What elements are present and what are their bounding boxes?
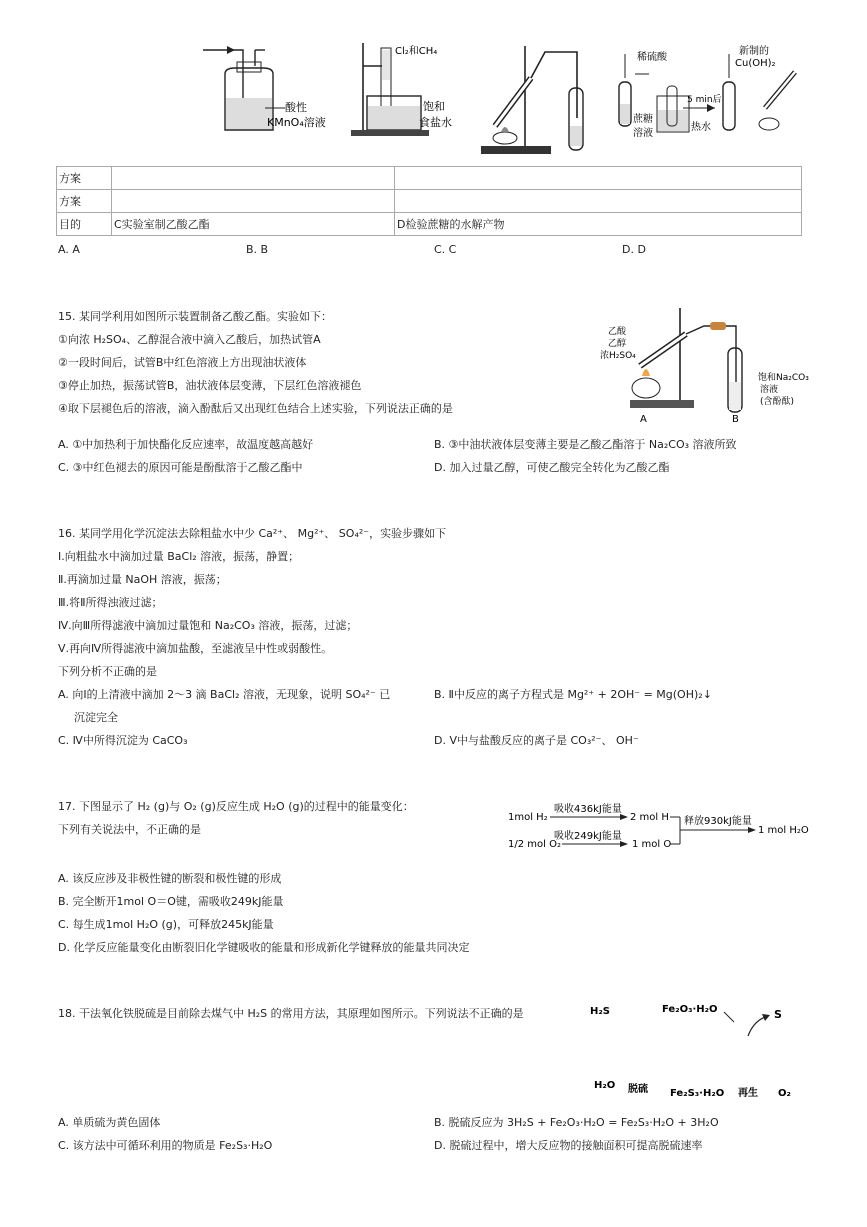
cycle-h2o: H₂O [594,1080,616,1091]
q16-option-c: C. Ⅳ中所得沉淀为 CaCO₃ [58,734,188,747]
cycle-s: S [774,1008,782,1021]
q16-step2: Ⅱ.再滴加过量 NaOH 溶液，振荡； [58,573,227,586]
energy-diagram [506,800,811,862]
q14-option-d: D. D [622,243,646,256]
fig-d-hot-water: 热水 [691,122,711,133]
energy-1mol-h2: 1mol H₂ [508,812,548,823]
q16-question: 下列分析不正确的是 [58,665,157,678]
q15-step1: ①向浓 H₂SO₄、乙醇混合液中滴入乙酸后，加热试管A [58,333,321,346]
cycle-o2: O₂ [778,1088,791,1099]
q17-option-b: B. 完全断开1mol O＝O键，需吸收249kJ能量 [58,895,284,908]
q15-fig-l2: 乙醇 [608,339,627,349]
fig-d-sucrose2: 溶液 [633,128,653,139]
q15-stem: 15. 某同学利用如图所示装置制备乙酸乙酯。实验如下： [58,310,332,323]
q18-option-b: B. 脱硫反应为 3H₂S + Fe₂O₃·H₂O = Fe₂S₃·H₂O + 3H₂O [434,1116,719,1129]
q18-stem: 18. 干法氧化铁脱硫是目前除去煤气中 H₂S 的常用方法，其原理如图所示。下列说法不正确的是 [58,1007,524,1020]
cycle-fe2s3: Fe₂S₃·H₂O [670,1088,725,1099]
fig-d-time: 5 min后 [687,95,722,105]
q18-option-d: D. 脱硫过程中，增大反应物的接触面积可提高脱硫速率 [434,1139,703,1152]
q17-option-a: A. 该反应涉及非极性键的断裂和极性键的形成 [58,872,282,885]
ester-prep-figure [481,46,583,154]
cycle-h2s: H₂S [590,1006,610,1017]
q16-option-a-line2: 沉淀完全 [74,711,118,724]
energy-release-930: 释放930kJ能量 [684,816,752,827]
fig-b-label2: 食盐水 [419,116,452,129]
q16-stem: 16. 某同学用化学沉淀法去除粗盐水中少 Ca²⁺、 Mg²⁺、 SO₄²⁻，实验步骤如下 [58,527,447,540]
q15-option-c: C. ③中红色褪去的原因可能是酚酞溶于乙酸乙酯中 [58,461,303,474]
q15-option-d: D. 加入过量乙醇，可使乙酸完全转化为乙酸乙酯 [434,461,670,474]
q18-option-a: A. 单质硫为黄色固体 [58,1116,161,1129]
table-row2-label: 方案 [57,190,112,213]
energy-absorb-249: 吸收249kJ能量 [554,831,622,842]
cycle-regen: 再生 [738,1088,758,1099]
q16-option-b: B. Ⅱ中反应的离子方程式是 Mg²⁺ + 2OH⁻ = Mg(OH)₂↓ [434,688,712,701]
purpose-d: D检验蔗糖的水解产物 [395,213,802,236]
table-row3-label: 目的 [57,213,112,236]
q15-fig-r1: 饱和Na₂CO₃ [758,373,809,383]
q14-option-c: C. C [434,243,457,256]
q17-stem: 17. 下图显示了 H₂ (g)与 O₂ (g)反应生成 H₂O (g)的过程中的能量变化： [58,800,414,813]
q17-option-c: C. 每生成1mol H₂O (g)，可释放245kJ能量 [58,918,274,931]
q15-step4: ④取下层褪色后的溶液，滴入酚酞后又出现红色结合上述实验，下列说法正确的是 [58,402,453,415]
q15-fig-l3: 浓H₂SO₄ [600,351,636,361]
table-row1-label: 方案 [57,167,112,190]
energy-1mol-h2o: 1 mol H₂O [758,825,809,836]
desulfurization-cycle-diagram [588,996,803,1104]
energy-2mol-h: 2 mol H [630,812,669,823]
q17-option-d: D. 化学反应能量变化由断裂旧化学键吸收的能量和形成新化学键释放的能量共同决定 [58,941,470,954]
q15-fig-r2: 溶液 [760,385,779,395]
energy-half-mol-o2: 1/2 mol O₂ [508,839,561,850]
cycle-fe2o3: Fe₂O₃·H₂O [662,1004,718,1015]
options-table [56,166,802,236]
q15-fig-a: A [640,414,647,425]
fig-d-sucrose1: 蔗糖 [633,114,653,125]
q16-step4: Ⅳ.向Ⅲ所得滤液中滴加过量饱和 Na₂CO₃ 溶液，振荡，过滤； [58,619,358,632]
fig-d-fresh2: Cu(OH)₂ [735,58,776,69]
fig-b-label-top: Cl₂和CH₄ [395,46,438,57]
q15-step2: ②一段时间后，试管B中红色溶液上方出现油状液体 [58,356,307,369]
fig-a-label1: 酸性 [285,101,307,114]
q15-apparatus-figure [600,300,840,426]
q18-option-c: C. 该方法中可循环利用的物质是 Fe₂S₃·H₂O [58,1139,273,1152]
q15-option-b: B. ③中油状液体层变薄主要是乙酸乙酯溶于 Na₂CO₃ 溶液所致 [434,438,737,451]
q17-question: 下列有关说法中，不正确的是 [58,823,201,836]
purpose-c: C实验室制乙酸乙酯 [112,213,395,236]
fig-a-label2: KMnO₄溶液 [267,116,326,129]
q15-fig-b: B [732,414,739,425]
q16-step3: Ⅲ.将Ⅱ所得浊液过滤； [58,596,163,609]
q16-step5: Ⅴ.再向Ⅳ所得滤液中滴加盐酸，至滤液呈中性或弱酸性。 [58,642,333,655]
q14-option-a: A. A [58,243,80,256]
q16-option-a-line1: A. 向Ⅰ的上清液中滴加 2～3 滴 BaCl₂ 溶液，无现象，说明 SO₄²⁻ 已 [58,688,391,701]
q15-fig-r3: (含酚酞) [760,397,795,407]
q14-option-b: B. B [246,243,269,256]
energy-absorb-436: 吸收436kJ能量 [554,804,622,815]
energy-1mol-o: 1 mol O [632,839,672,850]
apparatus-figures [195,38,815,160]
q16-option-d: D. Ⅴ中与盐酸反应的离子是 CO₃²⁻、 OH⁻ [434,734,639,747]
fig-d-fresh1: 新制的 [739,46,769,57]
q15-step3: ③停止加热，振荡试管B，油状液体层变薄，下层红色溶液褪色 [58,379,362,392]
q15-fig-l1: 乙酸 [608,327,627,337]
fig-d-dilute-acid: 稀硫酸 [637,52,667,63]
q15-option-a: A. ①中加热利于加快酯化反应速率，故温度越高越好 [58,438,314,451]
fig-b-label1: 饱和 [423,100,445,113]
q16-step1: Ⅰ.向粗盐水中滴加过量 BaCl₂ 溶液，振荡，静置； [58,550,300,563]
cycle-desulf: 脱硫 [628,1084,648,1095]
